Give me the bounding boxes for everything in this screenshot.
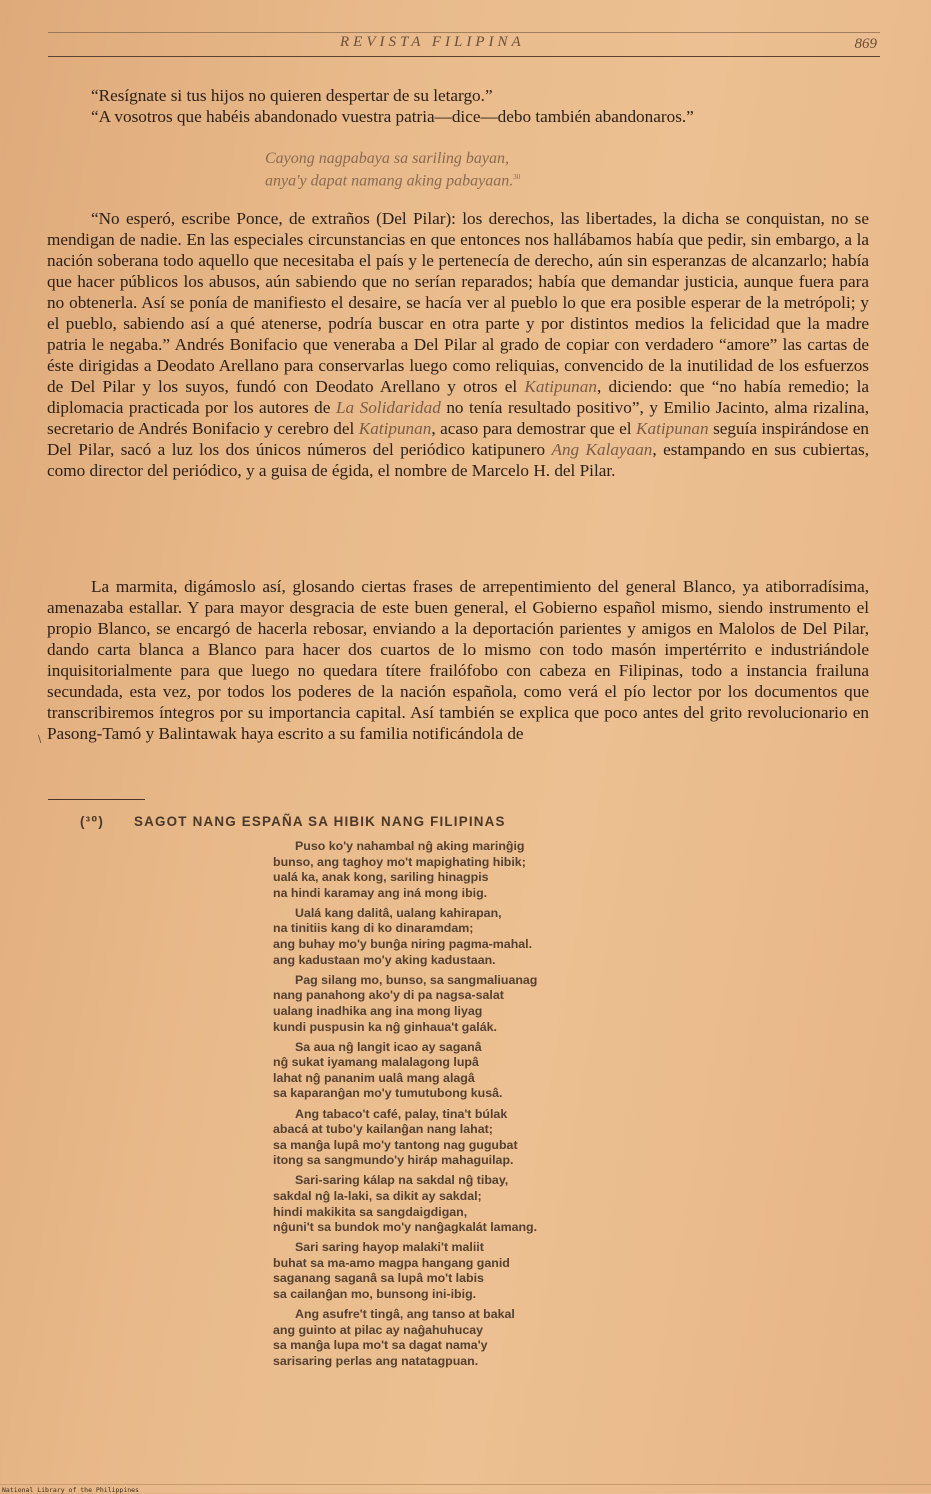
paragraph-text: , estampando en sus cubiertas, como director del periódico, y a guisa de égida, el nombre de Marcelo H. del Pilar. xyxy=(47,440,869,480)
quote-line: “A vosotros que habéis abandonado vuestra patria—dice—debo también abandonaros.” xyxy=(91,107,694,126)
italic-term: Ang Kalayaan xyxy=(551,440,653,459)
paragraph-text: “No esperó, escribe Ponce, de extraños (Del Pilar): los derechos, las libertades, la dicha se conquistan, no se mendigan de nadie. En las especiales circunstancias en que entonces nos hallábamos había que pedir, sin embargo, a la nación soberana todo aquello que necesitaba el país y le pertenecía de derecho, aún sin esperanzas de alcanzarlo; había que hacer públicos los abusos, aún sabiendo que no serían reparados; había que demandar justicia, aunque fuera para no obtenerla. Así se ponía de manifiesto el desaire, se hacía ver al pueblo lo que era posible esperar de la metrópoli; y el pueblo, sabiendo así a qué atenerse, podría buscar en otra parte y por distintos medios la felicidad que la madre patria le negaba.” Andrés Bonifacio que veneraba a Del Pilar al grado de copiar con verdadero “amore” las cartas de éste dirigidas a Deodato Arellano para conservarlas luego como reliquias, convencido de la inutilidad de los esfuerzos de Del Pilar y los suyos, fundó con Deodato Arellano y otros el xyxy=(47,209,869,396)
italic-term: Katipunan xyxy=(636,419,709,438)
poem-line: na hindi karamay ang iná mong ibig. xyxy=(273,885,488,900)
poem-line: nĝuni't sa bundok mo'y nanĝagkalát lamang. xyxy=(273,1220,538,1235)
verse-line: anya'y dapat namang aking pabayaan. xyxy=(265,172,514,190)
header-rule xyxy=(48,56,880,57)
footnote-title: SAGOT NANG ESPAÑA SA HIBIK NANG FILIPINAS xyxy=(134,814,506,829)
poem-line: saganang saganâ sa lupâ mo't labis xyxy=(273,1271,484,1286)
stray-mark: ∖ xyxy=(36,735,43,746)
footnote-ref: 30 xyxy=(513,173,521,181)
footer-rule xyxy=(0,1484,931,1485)
poem-line: lahat nĝ pananim ualâ mang alagâ xyxy=(273,1070,475,1085)
paragraph-text: no tenía resultado positivo”, y Emilio Jacinto, alma rizalina, secretario de Andrés Bonifacio y cerebro del xyxy=(47,398,870,438)
header-rule-top xyxy=(48,32,880,33)
poem-line: sakdal nĝ la-laki, sa dikit ay sakdal; xyxy=(273,1188,482,1203)
poem-line: hindi makikita sa sangdaigdigan, xyxy=(273,1204,468,1219)
poem-line: Sa aua nĝ langit icao ay saganâ xyxy=(295,1039,482,1054)
poem-line: sa cailanĝan mo, bunsong ini-ibig. xyxy=(273,1287,477,1302)
poem-line: Ang asufre't tingâ, ang tanso at bakal xyxy=(295,1307,515,1322)
poem-line: ang buhay mo'y bunĝa niring pagma-mahal. xyxy=(273,937,533,952)
poem-line: itong sa sangmundo'y hiráp mahaguilap. xyxy=(273,1153,514,1168)
paragraph-text: , acaso para demostrar que el xyxy=(431,419,637,438)
poem-line: nang panahong ako'y di pa nagsa-salat xyxy=(273,988,504,1003)
opening-quotes xyxy=(47,85,869,127)
italic-term: La Solidaridad xyxy=(335,398,441,417)
poem-line: Sari-saring kálap na sakdal nĝ tibay, xyxy=(295,1173,509,1188)
poem-line: ualá ka, anak kong, sariling hinagpis xyxy=(273,870,489,885)
poem-line: Puso ko'y nahambal nĝ aking marinĝig xyxy=(295,839,525,853)
poem-line: nĝ sukat iyamang malalagong lupâ xyxy=(273,1055,479,1070)
poem-stanza xyxy=(273,973,673,1035)
running-head: REVISTA FILIPINA xyxy=(340,34,525,50)
poem-line: sa kaparanĝan mo'y tumutubong kusâ. xyxy=(273,1086,503,1101)
page-number: 869 xyxy=(854,36,877,52)
footnote-rule xyxy=(48,799,145,800)
main-paragraph xyxy=(47,208,869,481)
poem-line: buhat sa ma-amo magpa hangang ganid xyxy=(273,1255,510,1270)
poem-line: Pag silang mo, bunso, sa sangmaliuanag xyxy=(295,972,538,987)
poem-line: Ualá kang dalitâ, ualang kahirapan, xyxy=(295,905,502,920)
poem-line: ang guinto at pilac ay naĝahuhucay xyxy=(273,1322,483,1337)
poem-stanza xyxy=(273,1240,673,1302)
poem-line: na tinitiis kang di ko dinaramdam; xyxy=(273,921,474,936)
poem-line: kundi puspusin ka nĝ ginhaua't galák. xyxy=(273,1019,497,1034)
poem-stanza xyxy=(273,1173,673,1235)
poem-line: sa manĝa lupâ mo'y tantong nag gugubat xyxy=(273,1137,518,1152)
verse-line: Cayong nagpabaya sa sariling bayan, xyxy=(265,150,509,167)
italic-term: Katipunan xyxy=(524,377,597,396)
poem-stanza xyxy=(273,906,673,968)
second-paragraph xyxy=(47,576,869,744)
library-credit: National Library of the Philippines xyxy=(2,1486,139,1494)
poem-line: ualang inadhika ang ina mong liyag xyxy=(273,1003,483,1018)
poem-line: sarisaring perlas ang natatagpuan. xyxy=(273,1353,479,1368)
poem-line: abacá at tubo'y kailanĝan nang lahat; xyxy=(273,1122,493,1137)
poem-stanza xyxy=(273,839,673,901)
poem-line: ang kadustaan mo'y aking kadustaan. xyxy=(273,952,496,967)
footnote-heading xyxy=(80,814,506,830)
italic-term: Katipunan xyxy=(358,419,432,438)
paragraph-text: , diciendo: que “no había remedio; la diplomacia practicada por los autores de xyxy=(47,377,869,417)
paragraph-text: La marmita, digámoslo así, glosando ciertas frases de arrepentimiento del general Blanco, ya atiborradísima, amenazaba estallar. Y para mayor desgracia de este buen general, el Gobierno español mismo, siendo instrumento el propio Blanco, se encargó de hacerla rebosar, enviando a la deportación parientes y amigos en Malolos de Del Pilar, dando carta blanca a Blanco para hacer dos cuartos de lo mismo con todo masón impertérrito e industriándole inquisitorialmente para que luego no quedara títere frailófobo con cabeza en Filipinas, todo a instancia frailuna secundada, esta vez, por todos los poderes de la nación española, como verá el pío lector por los documentos que transcribiremos íntegros por su importancia capital. Así también se explica que poco antes del grito revolucionario en Pasong-Tamó y Balintawak haya escrito a su familia notificándola de xyxy=(47,577,869,743)
poem-line: sa manĝa lupa mo't sa dagat nama'y xyxy=(273,1338,488,1353)
poem-line: bunso, ang taghoy mo't mapighating hibik; xyxy=(273,854,526,869)
footnote-mark: (³⁰) xyxy=(80,814,105,829)
poem-line: Ang tabaco't café, palay, tina't búlak xyxy=(295,1106,508,1121)
poem-stanza xyxy=(273,1040,673,1102)
poem-stanza xyxy=(273,1307,673,1369)
footnote-poem xyxy=(273,839,673,1374)
quote-line: “Resígnate si tus hijos no quieren despertar de su letargo.” xyxy=(91,86,493,105)
tagalog-verse xyxy=(265,149,520,190)
poem-stanza xyxy=(273,1107,673,1169)
paragraph-text: seguía inspirándose en Del Pilar, sacó a luz los dos únicos números del periódico katipunero xyxy=(47,419,869,459)
poem-line: Sari saring hayop malaki't maliit xyxy=(295,1240,484,1255)
